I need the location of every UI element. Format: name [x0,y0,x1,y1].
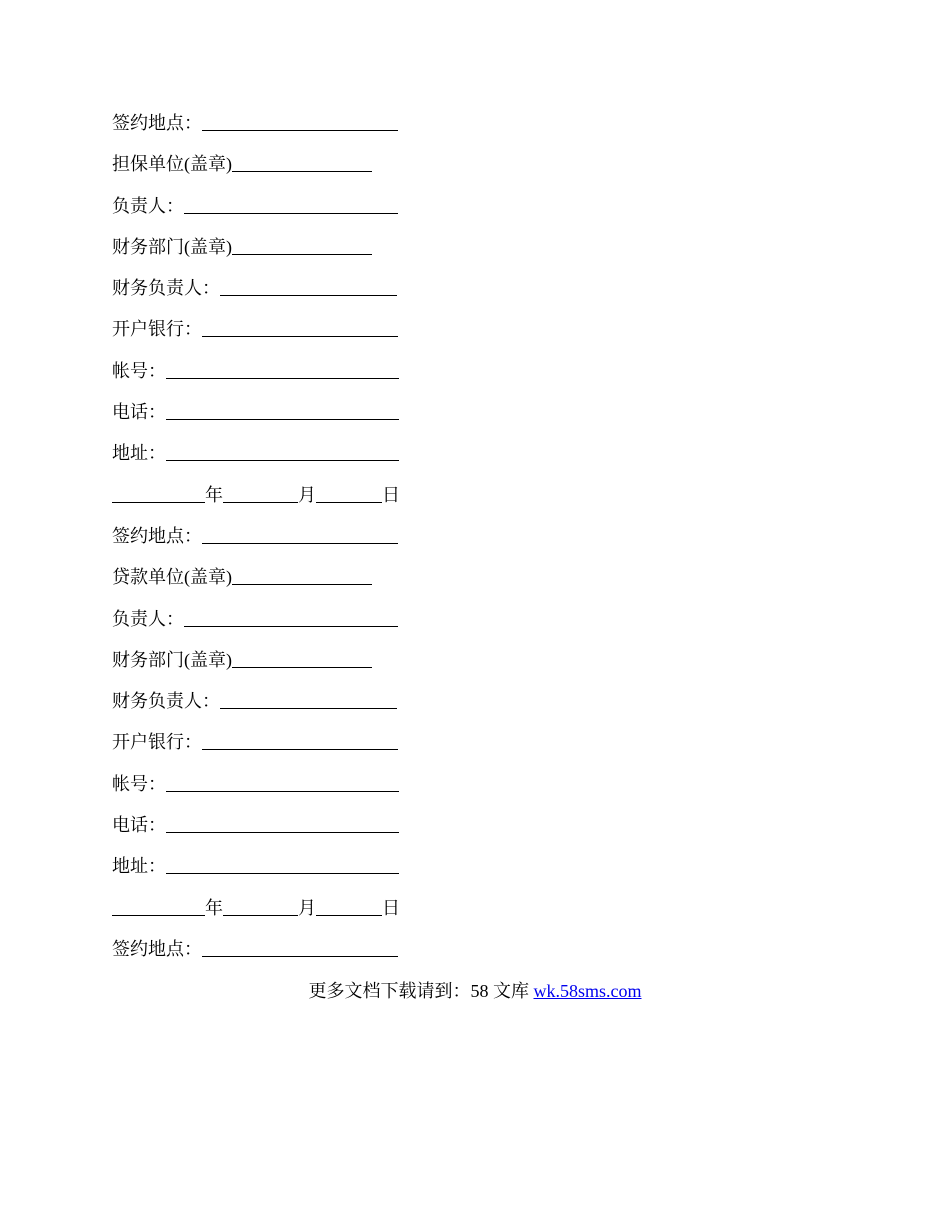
month-blank[interactable] [223,914,298,916]
bank-label: 开户银行： [112,319,202,340]
bank-label: 开户银行： [112,732,202,753]
finance-head-label: 财务负责人： [112,278,220,299]
address-blank[interactable] [166,459,399,461]
lender-unit-label: 贷款单位(盖章) [112,567,232,588]
date-line [112,888,412,929]
phone-line [112,392,412,433]
date-line [112,475,412,516]
account-line [112,351,412,392]
address-line [112,846,412,887]
site-link[interactable]: wk.58sms.com [533,981,642,1001]
signature-form [112,103,412,970]
finance-head-line [112,681,412,722]
responsible-person-line [112,599,412,640]
year-label: 年 [205,897,223,918]
signing-place-blank[interactable] [202,955,398,957]
finance-dept-line [112,227,412,268]
responsible-person-blank[interactable] [184,212,398,214]
signing-place-line [112,103,412,144]
finance-dept-line [112,640,412,681]
lender-unit-line [112,557,412,598]
bank-blank[interactable] [202,748,398,750]
finance-head-blank[interactable] [220,707,397,709]
guarantor-unit-blank[interactable] [232,170,372,172]
signing-place-label: 签约地点： [112,113,202,133]
phone-label: 电话： [112,402,166,423]
phone-line [112,805,412,846]
phone-blank[interactable] [166,831,399,833]
address-line [112,433,412,474]
footer-prefix: 更多文档下载请到：58 文库 [308,981,534,1001]
finance-head-blank[interactable] [220,294,397,296]
year-blank[interactable] [112,501,205,503]
download-footer [0,975,950,1007]
day-label: 日 [382,897,400,918]
signing-place-label: 签约地点： [112,525,202,546]
bank-line [112,722,412,763]
responsible-person-label: 负责人： [112,195,184,216]
phone-label: 电话： [112,815,166,836]
signing-place-label: 签约地点： [112,938,202,959]
responsible-person-blank[interactable] [184,625,398,627]
guarantor-unit-line [112,144,412,185]
year-blank[interactable] [112,914,205,916]
address-label: 地址： [112,856,166,877]
phone-blank[interactable] [166,418,399,420]
finance-dept-label: 财务部门(盖章) [112,649,232,670]
guarantor-unit-label: 担保单位(盖章) [112,154,232,175]
signing-place-blank[interactable] [202,129,398,131]
year-label: 年 [205,484,223,505]
signing-place-line [112,516,412,557]
responsible-person-line [112,186,412,227]
month-label: 月 [298,484,316,505]
address-blank[interactable] [166,872,399,874]
day-blank[interactable] [316,501,382,503]
finance-dept-label: 财务部门(盖章) [112,236,232,257]
signing-place-blank[interactable] [202,542,398,544]
month-label: 月 [298,897,316,918]
finance-head-line [112,268,412,309]
day-label: 日 [382,484,400,505]
bank-line [112,309,412,350]
address-label: 地址： [112,443,166,464]
account-blank[interactable] [166,790,399,792]
finance-dept-blank[interactable] [232,253,372,255]
account-label: 帐号： [112,773,166,794]
account-label: 帐号： [112,360,166,381]
finance-dept-blank[interactable] [232,666,372,668]
month-blank[interactable] [223,501,298,503]
account-line [112,764,412,805]
finance-head-label: 财务负责人： [112,691,220,712]
day-blank[interactable] [316,914,382,916]
account-blank[interactable] [166,377,399,379]
signing-place-line [112,929,412,970]
lender-unit-blank[interactable] [232,583,372,585]
bank-blank[interactable] [202,335,398,337]
responsible-person-label: 负责人： [112,608,184,629]
